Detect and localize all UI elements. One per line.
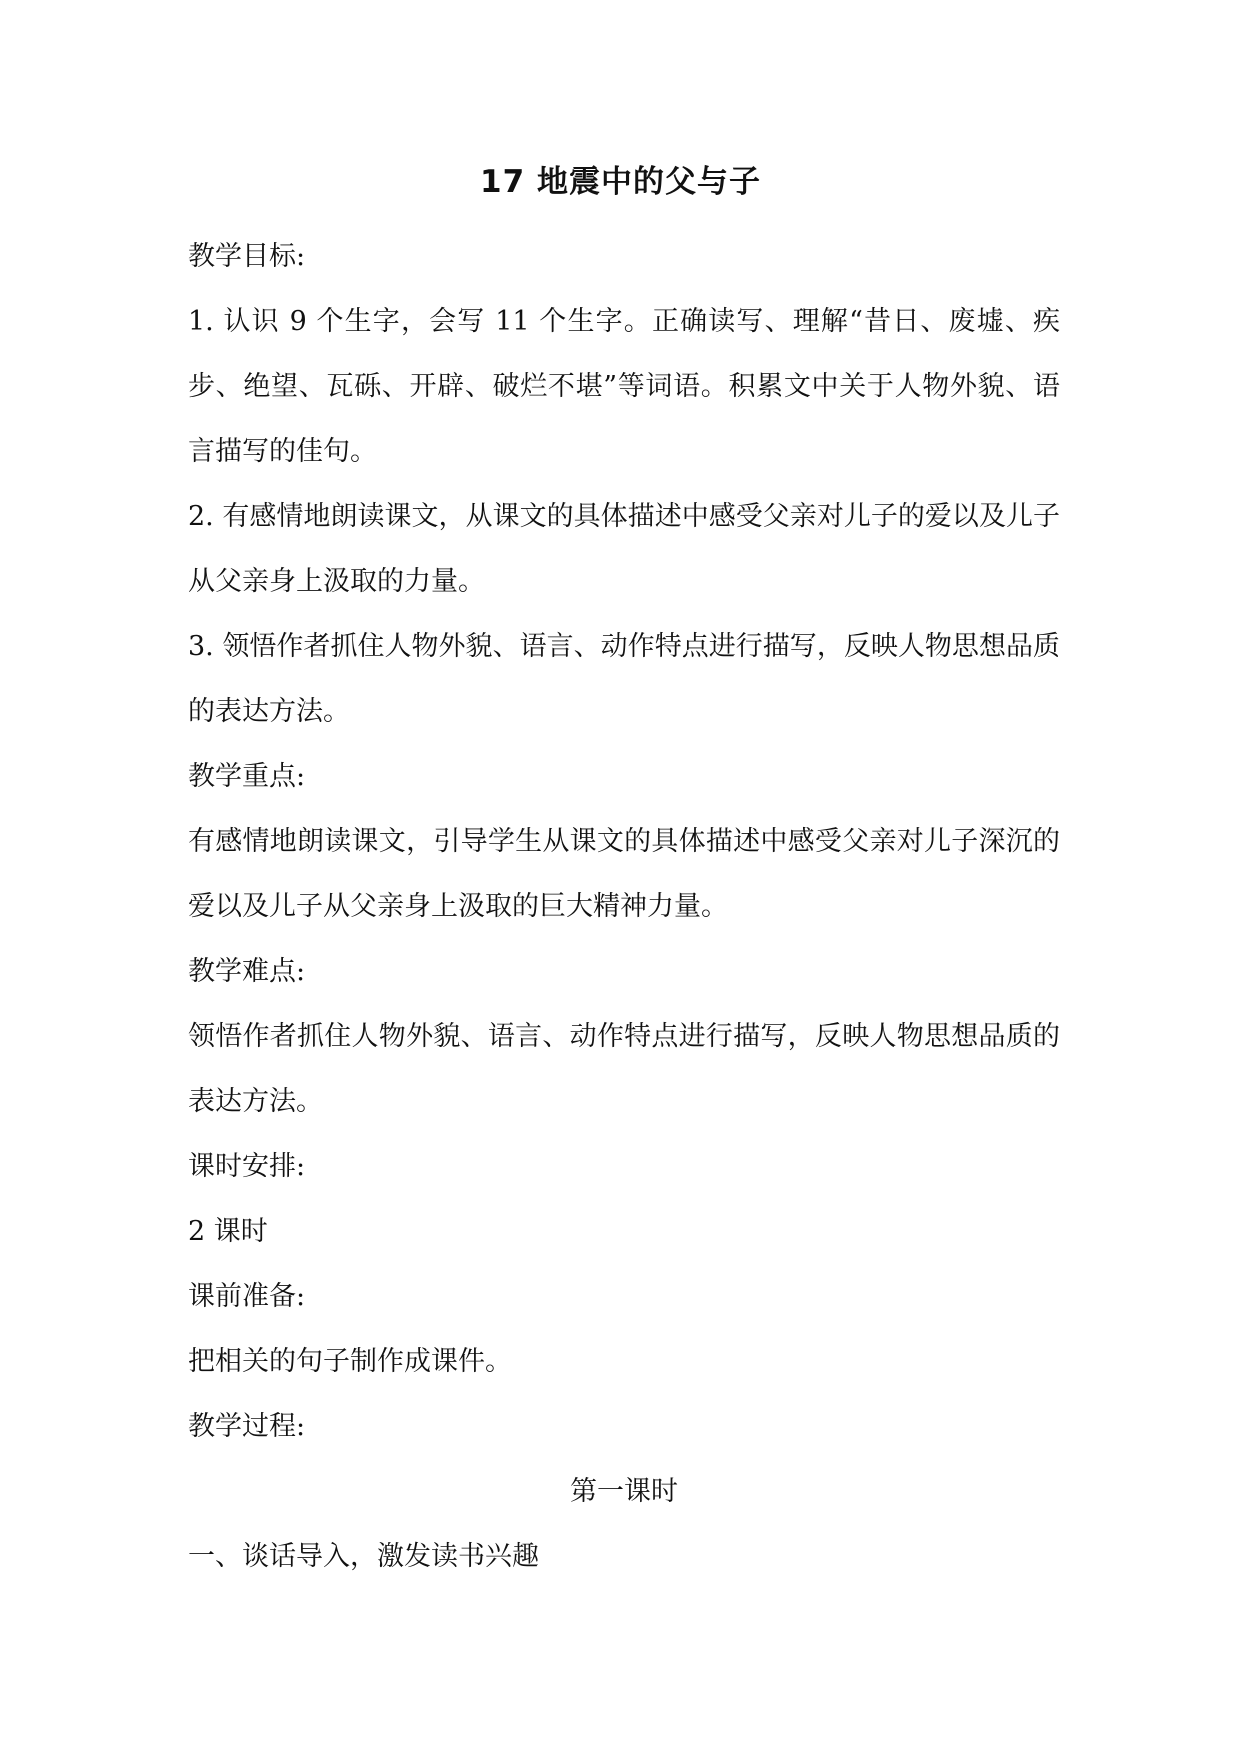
objective-item-1: 1. 认识 9 个生字，会写 11 个生字。正确读写、理解“昔日、废墟、疾步、绝望、瓦砾、开辟、破烂不堪”等词语。积累文中关于人物外貌、语言描写的佳句。 (188, 306, 1060, 467)
section-one-heading: 一、谈话导入，激发读书兴趣 (188, 1541, 539, 1572)
document-title: 17 地震中的父与子 (480, 164, 761, 200)
difficulties-heading: 教学难点: (188, 956, 306, 987)
key-points-text: 有感情地朗读课文，引导学生从课文的具体描述中感受父亲对儿子深沉的爱以及儿子从父亲身上汲取的巨大精神力量。 (188, 826, 1060, 922)
schedule-text: 2 课时 (188, 1216, 268, 1247)
difficulties-text: 领悟作者抓住人物外貌、语言、动作特点进行描写，反映人物思想品质的表达方法。 (188, 1021, 1060, 1117)
schedule-heading: 课时安排: (188, 1151, 306, 1182)
process-heading: 教学过程: (188, 1411, 306, 1442)
document-body (188, 224, 1060, 1589)
objective-item-3: 3. 领悟作者抓住人物外貌、语言、动作特点进行描写，反映人物思想品质的表达方法。 (188, 631, 1060, 727)
objectives-heading: 教学目标: (188, 241, 306, 272)
objective-item-2: 2. 有感情地朗读课文，从课文的具体描述中感受父亲对儿子的爱以及儿子从父亲身上汲取的力量。 (188, 501, 1060, 597)
preparation-heading: 课前准备: (188, 1281, 306, 1312)
preparation-text: 把相关的句子制作成课件。 (188, 1346, 512, 1377)
lesson-label: 第一课时 (570, 1476, 678, 1507)
key-points-heading: 教学重点: (188, 761, 306, 792)
